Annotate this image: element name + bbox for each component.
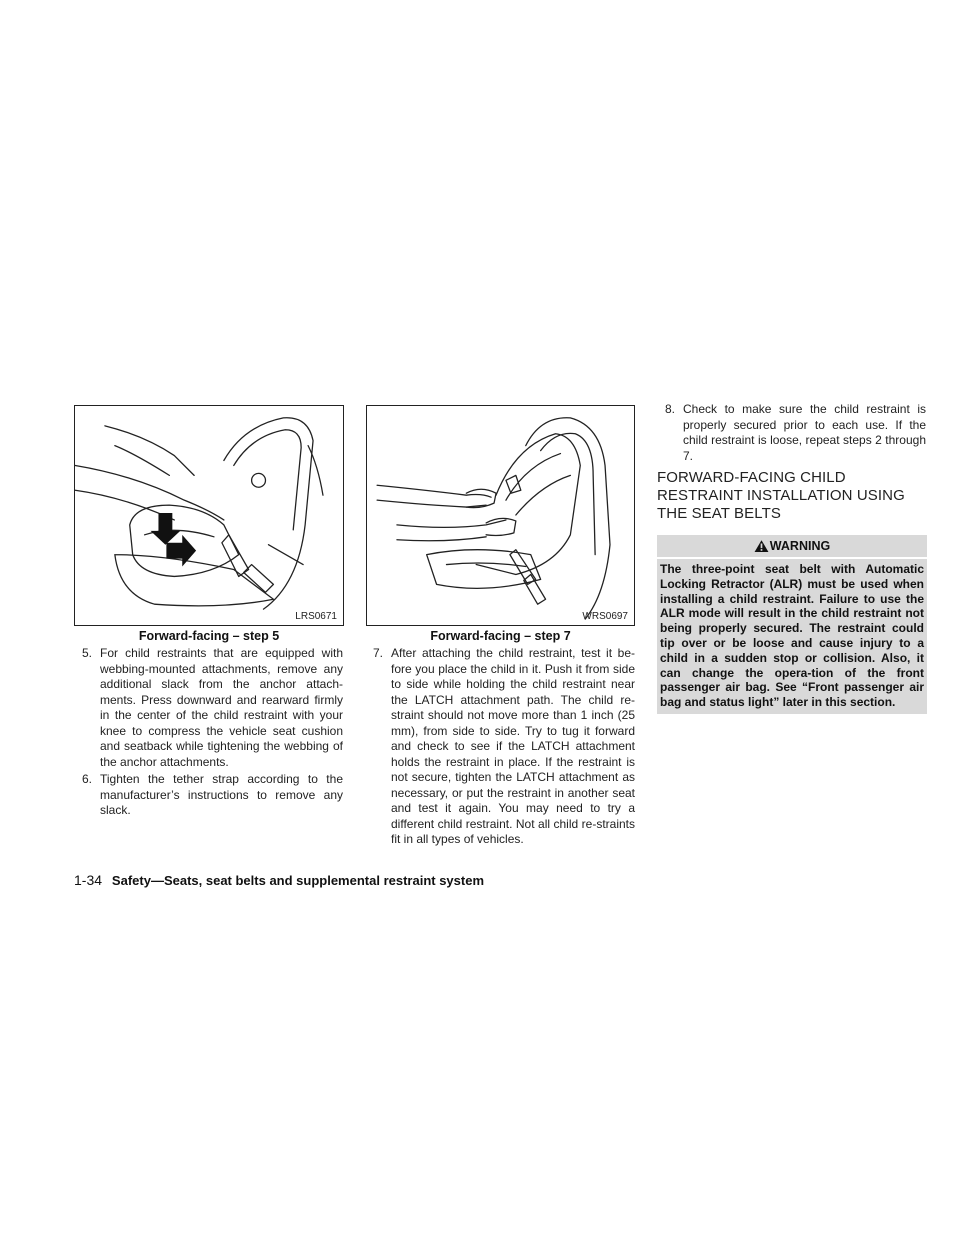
step-number: 5. <box>82 646 93 660</box>
step-6 <box>82 772 343 819</box>
step-text: After attaching the child restraint, test it be-fore you place the child in it. Push it from side to side while holding the child restraint near the LATCH attachment path. The child re-straint should not move more than 1 inch (25 mm), from side to side. Try to tug it forward and check to see if the LATCH attachment holds the restraint in place. If the restraint is not secure, tighten the LATCH attachment as necessary, or put the restraint in another seat and test it again. You may need to try a different child restraint. Not all child re-straints fit in all types of vehicles. <box>391 646 635 846</box>
page-number: 1-34 <box>74 872 103 888</box>
warning-text: The three-point seat belt with Automatic Locking Retractor (ALR) must be used when installing a child restraint. Failure to use the ALR mode will result in the child restraint not being properly secured. The restraint could tip over or be loose and cause injury to a child in a sudden stop or collision. Also, it can change the opera-tion of the front passenger air bag. See “Front passenger air bag and status light” later in this section. <box>660 562 924 710</box>
warning-title: WARNING <box>769 539 831 553</box>
warning-box <box>657 535 927 714</box>
figure-caption-step-5: Forward-facing – step 5 <box>138 629 280 643</box>
figure-step-5 <box>74 405 344 626</box>
step-7 <box>373 646 635 848</box>
section-heading: FORWARD-FACING CHILD RESTRAINT INSTALLATION USING THE SEAT BELTS <box>657 469 905 522</box>
warning-header <box>657 535 927 559</box>
step-8 <box>665 402 926 464</box>
step-5 <box>82 646 343 770</box>
step-text: For child restraints that are equipped with webbing-mounted attachments, remove any additional slack from the anchor attach-ments. Press downward and rearward firmly in the center of the child restraint with your knee to compress the vehicle seat cushion and seatback while tightening the webbing of the anchor attachments. <box>100 646 343 769</box>
step-text: Tighten the tether strap according to the manufacturer’s instructions to remove any slack. <box>100 772 343 817</box>
child-restraint-step-7-illustration <box>367 406 634 625</box>
figure-code: LRS0671 <box>295 611 337 622</box>
figure-caption-step-7: Forward-facing – step 7 <box>430 629 571 643</box>
child-restraint-step-5-illustration <box>75 406 343 625</box>
footer-title: Safety—Seats, seat belts and supplemental restraint system <box>111 873 485 888</box>
figure-code: WRS0697 <box>582 611 628 622</box>
page-footer <box>74 872 484 888</box>
step-number: 8. <box>665 402 676 416</box>
step-text: Check to make sure the child restraint is properly secured prior to each use. If the child restraint is loose, repeat steps 2 through 7. <box>683 402 926 463</box>
step-number: 6. <box>82 772 93 786</box>
step-number: 7. <box>373 646 384 660</box>
warning-triangle-icon <box>754 539 769 553</box>
figure-step-7 <box>366 405 635 626</box>
